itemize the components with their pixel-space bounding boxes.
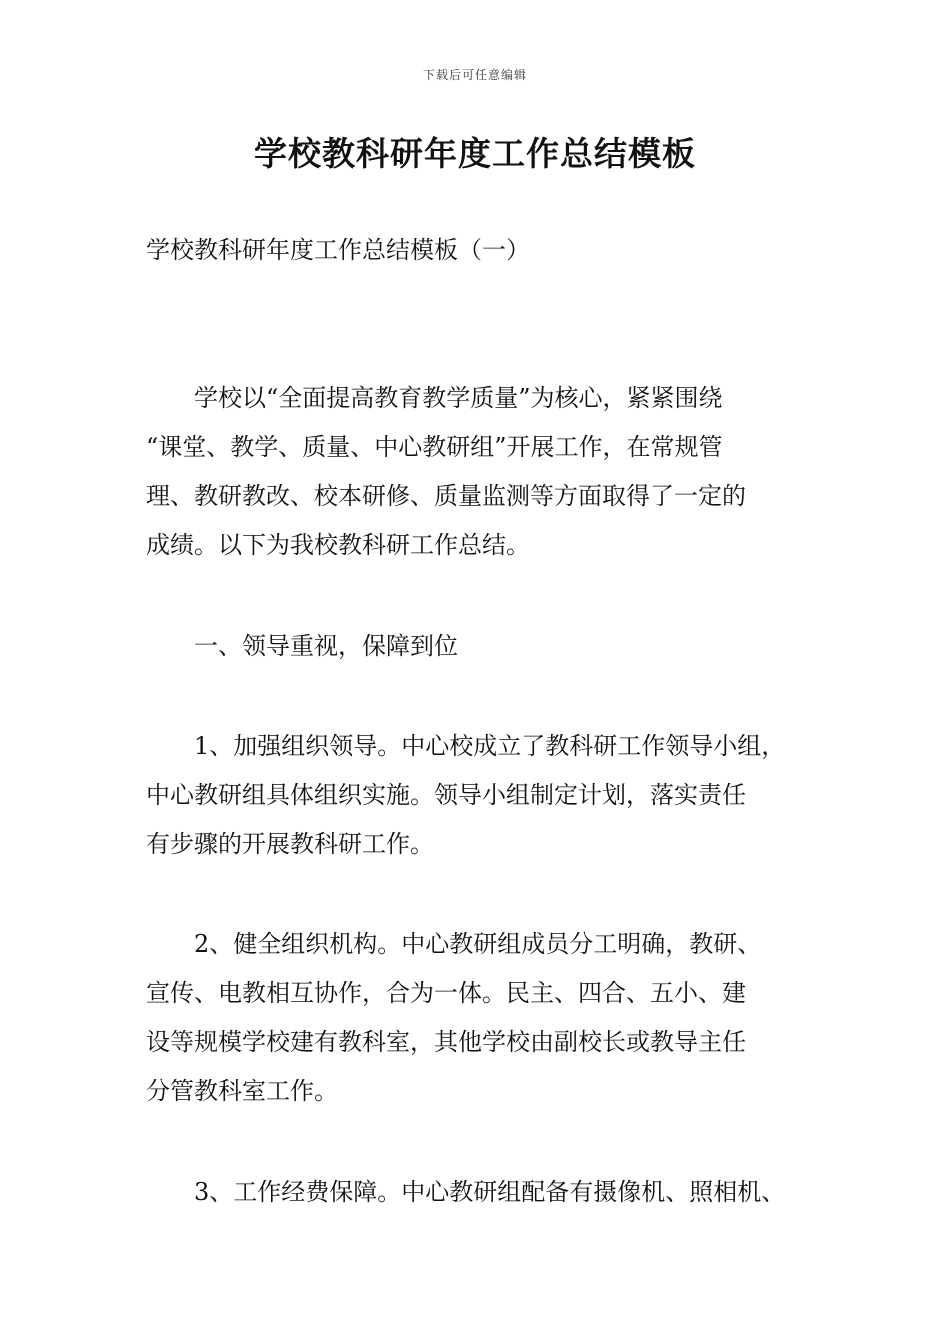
document-title: 学校教科研年度工作总结模板 bbox=[254, 134, 696, 173]
text-line: 3、工作经费保障。中心教研组配备有摄像机、照相机、 bbox=[146, 1178, 786, 1206]
text-line: 有步骤的开展教科研工作。 bbox=[146, 830, 434, 858]
text-line: 宣传、电教相互协作，合为一体。民主、四合、五小、建 bbox=[146, 979, 746, 1007]
text-line: 学校以“全面提高教育教学质量”为核心，紧紧围绕 bbox=[146, 384, 723, 412]
text-line: 分管教科室工作。 bbox=[146, 1077, 338, 1105]
text-line: 2、健全组织机构。中心教研组成员分工明确，教研、 bbox=[146, 930, 762, 958]
text-line: 成绩。以下为我校教科研工作总结。 bbox=[146, 531, 530, 559]
section-heading-1 bbox=[146, 622, 826, 671]
header-note: 下载后可任意编辑 bbox=[422, 68, 527, 82]
text-line: 一、领导重视，保障到位 bbox=[146, 632, 458, 660]
text-line: 理、教研教改、校本研修、质量监测等方面取得了一定的 bbox=[146, 482, 746, 510]
text-line: 设等规模学校建有教科室，其他学校由副校长或教导主任 bbox=[146, 1028, 746, 1056]
paragraph-item-3 bbox=[146, 1168, 826, 1217]
document-subtitle: 学校教科研年度工作总结模板（一） bbox=[146, 236, 530, 264]
paragraph-item-1 bbox=[146, 722, 826, 869]
text-line: 中心教研组具体组织实施。领导小组制定计划，落实责任 bbox=[146, 781, 746, 809]
paragraph-item-2 bbox=[146, 920, 826, 1116]
paragraph-intro bbox=[146, 374, 826, 570]
text-line: 1、加强组织领导。中心校成立了教科研工作领导小组， bbox=[146, 732, 786, 760]
text-line: “课堂、教学、质量、中心教研组”开展工作，在常规管 bbox=[146, 433, 723, 461]
